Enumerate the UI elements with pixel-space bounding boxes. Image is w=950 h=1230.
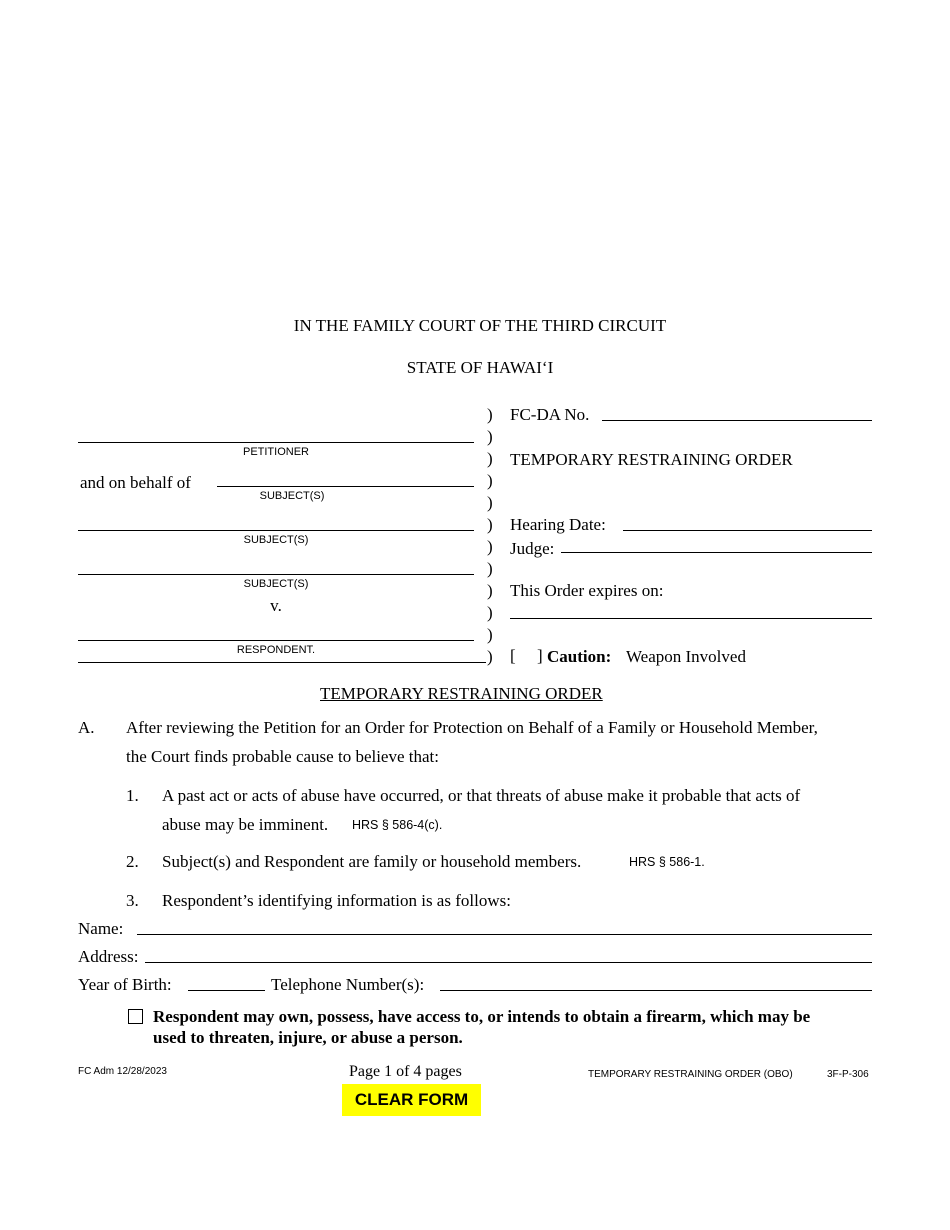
caption-bottom-rule [78,662,486,663]
caption-paren: ) [487,625,493,644]
item1-citation: HRS § 586-4(c). [352,818,443,832]
telephone-field[interactable] [440,990,872,991]
subject-field-1[interactable] [217,486,474,487]
subject-label-3: SUBJECT(S) [243,578,309,590]
form-date: FC Adm 12/28/2023 [78,1066,167,1077]
item1-line1: A past act or acts of abuse have occurred, or that threats of abuse make it probable that acts of [162,786,801,805]
caption-paren: ) [487,471,493,490]
year-of-birth-label: Year of Birth: [78,975,172,994]
expires-label: This Order expires on: [510,581,664,600]
judge-label: Judge: [510,539,555,558]
caption-paren: ) [487,493,493,512]
form-number: 3F-P-306 [827,1069,869,1080]
caution-text: Weapon Involved [626,647,746,666]
subject-field-2[interactable] [78,530,474,531]
name-field[interactable] [137,934,872,935]
versus-label: v. [270,596,282,615]
state-name: STATE OF HAWAI‘I [406,358,554,377]
petitioner-label: PETITIONER [242,446,309,458]
form-title: TEMPORARY RESTRAINING ORDER (OBO) [588,1069,793,1080]
caption-paren: ) [487,603,493,622]
order-title: TEMPORARY RESTRAINING ORDER [510,450,793,469]
firearm-line1: Respondent may own, possess, have access to, or intends to obtain a firearm, which may be [153,1007,811,1026]
subject-label-1: SUBJECT(S) [259,490,325,502]
petitioner-field[interactable] [78,442,474,443]
caption-paren: ) [487,559,493,578]
respondent-field[interactable] [78,640,474,641]
section-a-letter: A. [78,718,95,737]
hearing-date-field[interactable] [623,530,872,531]
clear-form-button[interactable]: CLEAR FORM [342,1084,481,1116]
case-number-label: FC-DA No. [510,405,590,424]
section-a-line1: After reviewing the Petition for an Order for Protection on Behalf of a Family or Household Member, [126,718,818,737]
caption-paren: ) [487,427,493,446]
section-title: TEMPORARY RESTRAINING ORDER [320,684,603,703]
item3-text: Respondent’s identifying information is as follows: [162,891,511,910]
caption-paren: ) [487,647,493,666]
caption-paren: ) [487,581,493,600]
caption-paren: ) [487,515,493,534]
page-info: Page 1 of 4 pages [349,1063,462,1080]
firearm-checkbox[interactable] [128,1009,143,1024]
caution-checkbox-open[interactable]: [ [510,646,516,665]
caution-checkbox-close[interactable]: ] [537,646,543,665]
item1-number: 1. [126,786,139,805]
item3-number: 3. [126,891,139,910]
telephone-label: Telephone Number(s): [271,975,425,994]
address-field[interactable] [145,962,872,963]
judge-field[interactable] [561,552,872,553]
expires-field[interactable] [510,618,872,619]
respondent-label: RESPONDENT. [236,644,316,656]
section-a-line2: the Court finds probable cause to believe that: [126,747,439,766]
item2-number: 2. [126,852,139,871]
court-name: IN THE FAMILY COURT OF THE THIRD CIRCUIT [293,316,667,335]
caption-paren: ) [487,405,493,424]
subject-label-2: SUBJECT(S) [243,534,309,546]
caption-paren: ) [487,449,493,468]
item2-citation: HRS § 586-1. [629,855,705,869]
item2-text: Subject(s) and Respondent are family or household members. [162,852,582,871]
subject-field-3[interactable] [78,574,474,575]
case-number-field[interactable] [602,420,872,421]
year-of-birth-field[interactable] [188,990,265,991]
name-label: Name: [78,919,124,938]
address-label: Address: [78,947,139,966]
caution-label: Caution: [547,647,612,666]
item1-line2: abuse may be imminent. [162,815,329,834]
caption-paren: ) [487,537,493,556]
on-behalf-of-label: and on behalf of [80,473,191,492]
hearing-date-label: Hearing Date: [510,515,606,534]
firearm-line2: used to threaten, injure, or abuse a person. [153,1028,463,1047]
